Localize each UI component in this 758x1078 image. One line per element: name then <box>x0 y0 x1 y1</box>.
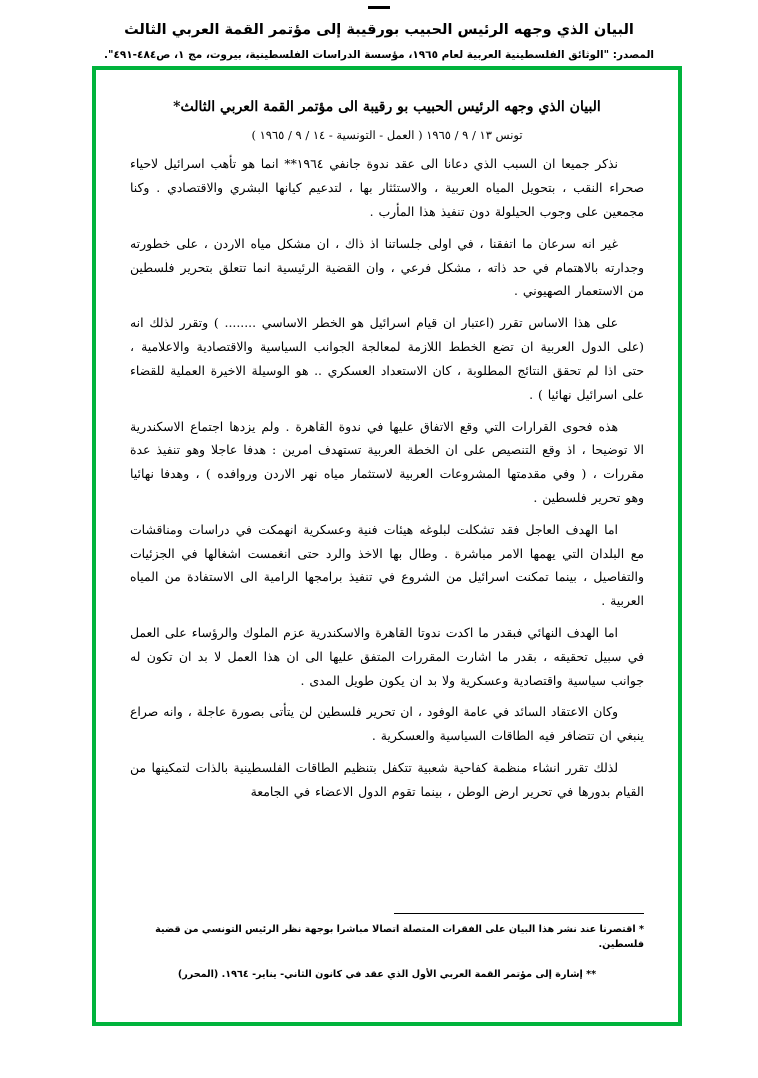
page-title: البيان الذي وجهه الرئيس الحبيب بورقيبة إلى مؤتمر القمة العربي الثالث <box>124 22 634 38</box>
footnote-item: * اقتصرنا عند نشر هذا البيان على الفقرات المتصلة اتصالا مباشرا بوجهة نظر الرئيس التونسي من قضية فلسطين. <box>155 923 644 951</box>
body-paragraph: هذه فحوى القرارات التي وقع الاتفاق عليها في ندوة القاهرة . ولم يزدها اجتماع الاسكندرية الا توضيحا ، اذ وقع التنصيص على ان الخطة العربية تستهدف امرين : هدفا عاجلا وهو تنفيذ عدة مقررات ، ( وفي مقدمتها المشروعات العربية لاستثمار مياه نهر الاردن وروافده ) ، وهدفا نهائيا وهو تحرير فلسطين . <box>130 418 644 505</box>
body-paragraph: على هذا الاساس تقرر (اعتبار ان قيام اسرائيل هو الخطر الاساسي ........ ) وتقرر لذلك انه (على الدول العربية ان تضع الخطط اللازمة لمعالجة الجوانب السياسية والاقتصادية والاعلامية ، حتى اذا لم تحقق النتائج المطلوبة ، كان الاستعداد العسكري .. هو الوسيلة الاخيرة العملية للقضاء على اسرائيل نهائيا ) . <box>130 315 644 402</box>
document-dateline: تونس ١٣ / ٩ / ١٩٦٥ ( العمل - التونسية - ١٤ / ٩ / ١٩٦٥ ) <box>251 128 523 143</box>
body-paragraph: اما الهدف العاجل فقد تشكلت لبلوغه هيئات فنية وعسكرية انهمكت في دراسات ومناقشات مع البلدان التي يهمها الامر مباشرة . وطال بها الاخذ والرد حتى انغمست اشغالها في الجزئيات والتفاصيل ، بينما تمكنت اسرائيل من الشروع في تنفيذ برامجها الرامية الى الاستفادة من المياه العربية . <box>130 521 644 609</box>
source-citation: المصدر: "الوثائق الفلسطينية العربية لعام ١٩٦٥، مؤسسة الدراسات الفلسطينية، بيروت، مج ١، ص٤٨٤-٤٩١". <box>103 49 655 62</box>
footnote-separator <box>394 913 644 914</box>
footnote-area <box>130 922 644 996</box>
body-paragraph: لذلك تقرر انشاء منظمة كفاحية شعبية تتكفل بتنظيم الطاقات الفلسطينية بالذات لتمكينها من القيام بدورها في تحرير ارض الوطن ، بينما تقوم الدول الاعضاء في الجامعة <box>130 760 644 799</box>
body-paragraph: اما الهدف النهائي فبقدر ما اكدت ندوتا القاهرة والاسكندرية عزم الملوك والرؤساء على العمل في سبيل تحقيقه ، بقدر ما اشارت المقررات المتفق عليها الى ان هذا العمل لا بد ان تكون له جوانب سياسية واقتصادية وعسكرية ولا بد ان يكون طويل المدى . <box>130 625 644 688</box>
page-top-tick-mark <box>368 6 390 9</box>
green-bordered-content-frame <box>92 66 682 1026</box>
footnote-item: ** إشارة إلى مؤتمر القمة العربي الأول الذي عقد في كانون الثاني- يناير- ١٩٦٤. (المحرر) <box>177 968 597 980</box>
body-paragraph: نذكر جميعا ان السبب الذي دعانا الى عقد ندوة جانفي ١٩٦٤** انما هو تأهب اسرائيل لاحياء صحراء النقب ، بتحويل المياه العربية ، والاستئثار بها ، لتدعيم كيانها البشري والاقتصادي . وكنا مجمعين على وجوب الحيلولة دون تنفيذ هذا المأرب . <box>130 156 644 220</box>
document-body <box>96 70 678 1022</box>
page-header <box>0 20 758 63</box>
body-paragraph: وكان الاعتقاد السائد في عامة الوفود ، ان تحرير فلسطين لن يتأتى بصورة عاجلة ، وانه صراع ينبغي ان تتضافر فيه الطاقات السياسية والعسكرية . <box>130 704 644 744</box>
body-paragraph: غير انه سرعان ما اتفقنا ، في اولى جلساتنا اذ ذاك ، ان مشكل مياه الاردن ، على خطورته وجدارته بالاهتمام في حد ذاته ، مشكل فرعي ، وان القضية الرئيسية انما تتعلق بتحرير فلسطين من الاستعمار الصهيوني . <box>130 235 644 299</box>
document-heading: البيان الذي وجهه الرئيس الحبيب بو رقيبة الى مؤتمر القمة العربي الثالث* <box>173 99 601 115</box>
